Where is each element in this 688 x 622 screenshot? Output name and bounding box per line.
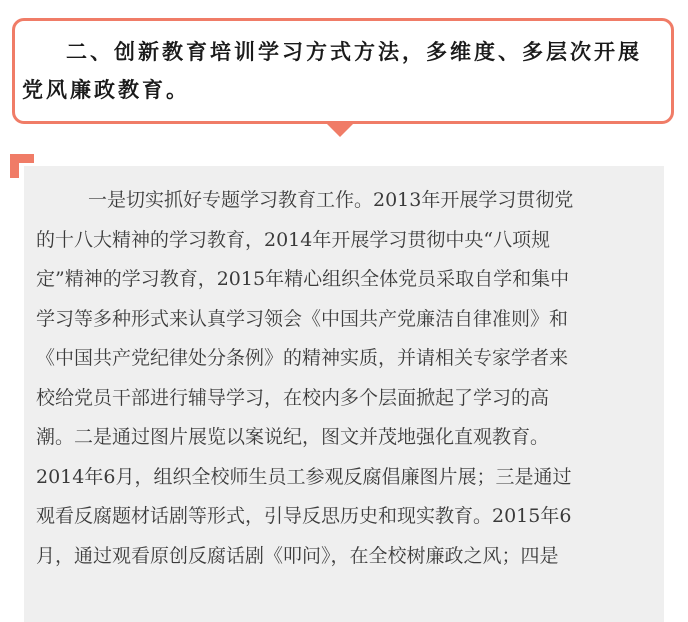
paragraph-line: 月，通过观看原创反腐话剧《叩问》，在全校树廉政之风；四是 [36, 544, 559, 567]
paragraph-line: 潮。二是通过图片展览以案说纪，图文并茂地强化直观教育。 [36, 426, 550, 448]
content-paragraph [36, 181, 656, 576]
paragraph-line: 学习等多种形式来认真学习领会《中国共产党廉洁自律准则》和 [36, 307, 569, 330]
paragraph-line: 观看反腐题材话剧等形式，引导反思历史和现实教育。2015年6 [36, 505, 572, 527]
heading-pointer-arrow [326, 123, 354, 137]
paragraph-line: 一是切实抓好专题学习教育工作。2013年开展学习贯彻党 [88, 189, 574, 211]
paragraph-line: 定”精神的学习教育，2015年精心组织全体党员采取自学和集中 [36, 268, 570, 290]
paragraph-line: 2014年6月，组织全校师生员工参观反腐倡廉图片展；三是通过 [36, 465, 572, 488]
paragraph-line: 的十八大精神的学习教育，2014年开展学习贯彻中央“八项规 [36, 228, 551, 251]
paragraph-line: 《中国共产党纪律处分条例》的精神实质，并请相关专家学者来 [36, 347, 569, 369]
paragraph-line: 校给党员干部进行辅导学习，在校内多个层面掀起了学习的高 [36, 386, 550, 409]
section-heading: 二、创新教育培训学习方式方法，多维度、多层次开展党风廉政教育。 [22, 40, 642, 102]
